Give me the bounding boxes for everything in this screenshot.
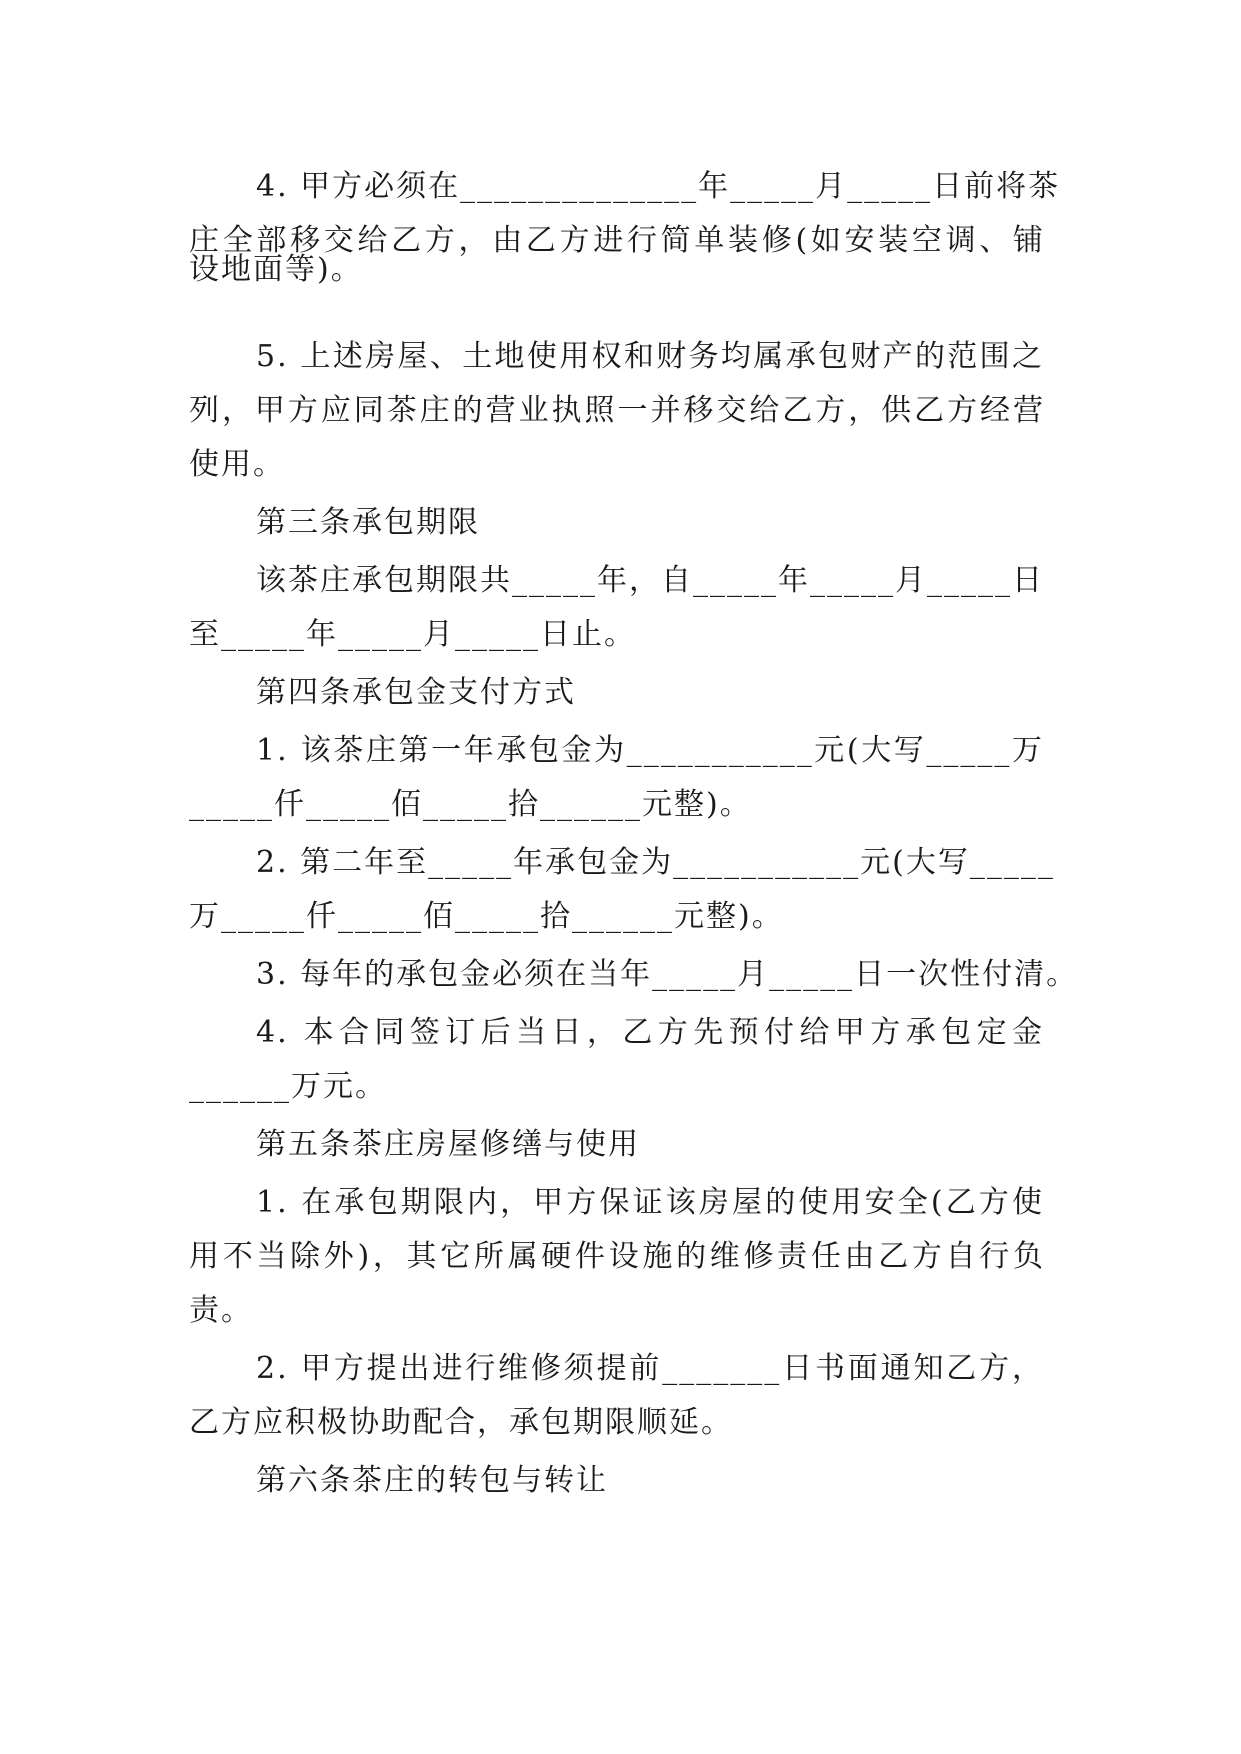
- section-3-heading: 第三条承包期限: [256, 505, 480, 540]
- section-5-item-1-line-1: 1. 在承包期限内，甲方保证该房屋的使用安全(乙方使: [256, 1185, 1044, 1220]
- section-3-line-2: 至_____年_____月_____日止。: [189, 617, 636, 652]
- section-5-item-1-line-2: 用不当除外)，其它所属硬件设施的维修责任由乙方自行负: [189, 1239, 1045, 1274]
- paragraph-4-line-3: 设地面等)。: [189, 252, 363, 287]
- paragraph-5-line-2: 列，甲方应同茶庄的营业执照一并移交给乙方，供乙方经营: [189, 393, 1045, 428]
- section-4-item-4-line-2: ______万元。: [189, 1069, 387, 1104]
- section-4-item-2-line-2: 万_____仟_____佰_____拾______元整)。: [189, 899, 784, 934]
- section-4-item-1-line-1: 1. 该茶庄第一年承包金为___________元(大写_____万: [256, 733, 1044, 768]
- paragraph-5-line-1: 5. 上述房屋、土地使用权和财务均属承包财产的范围之: [256, 339, 1044, 374]
- section-4-item-3: 3. 每年的承包金必须在当年_____月_____日一次性付清。: [256, 957, 1079, 992]
- section-4-item-4-line-1: 4. 本合同签订后当日，乙方先预付给甲方承包定金: [256, 1015, 1044, 1050]
- paragraph-4-line-2: 庄全部移交给乙方，由乙方进行简单装修(如安装空调、铺: [189, 223, 1045, 258]
- section-4-item-2-line-1: 2. 第二年至_____年承包金为___________元(大写_____: [256, 845, 1055, 880]
- paragraph-4-line-1: 4. 甲方必须在______________年_____月_____日前将茶: [256, 169, 1061, 204]
- section-4-heading: 第四条承包金支付方式: [256, 675, 576, 710]
- section-4-item-1-line-2: _____仟_____佰_____拾______元整)。: [189, 787, 752, 822]
- section-5-item-1-line-3: 责。: [189, 1293, 253, 1328]
- section-3-line-1: 该茶庄承包期限共_____年，自_____年_____月_____日: [256, 563, 1044, 598]
- section-5-item-2-line-2: 乙方应积极协助配合，承包期限顺延。: [189, 1405, 733, 1440]
- section-5-heading: 第五条茶庄房屋修缮与使用: [256, 1127, 640, 1162]
- section-5-item-2-line-1: 2. 甲方提出进行维修须提前_______日书面通知乙方，: [256, 1351, 1044, 1386]
- paragraph-5-line-3: 使用。: [189, 447, 285, 482]
- section-6-heading: 第六条茶庄的转包与转让: [256, 1463, 608, 1498]
